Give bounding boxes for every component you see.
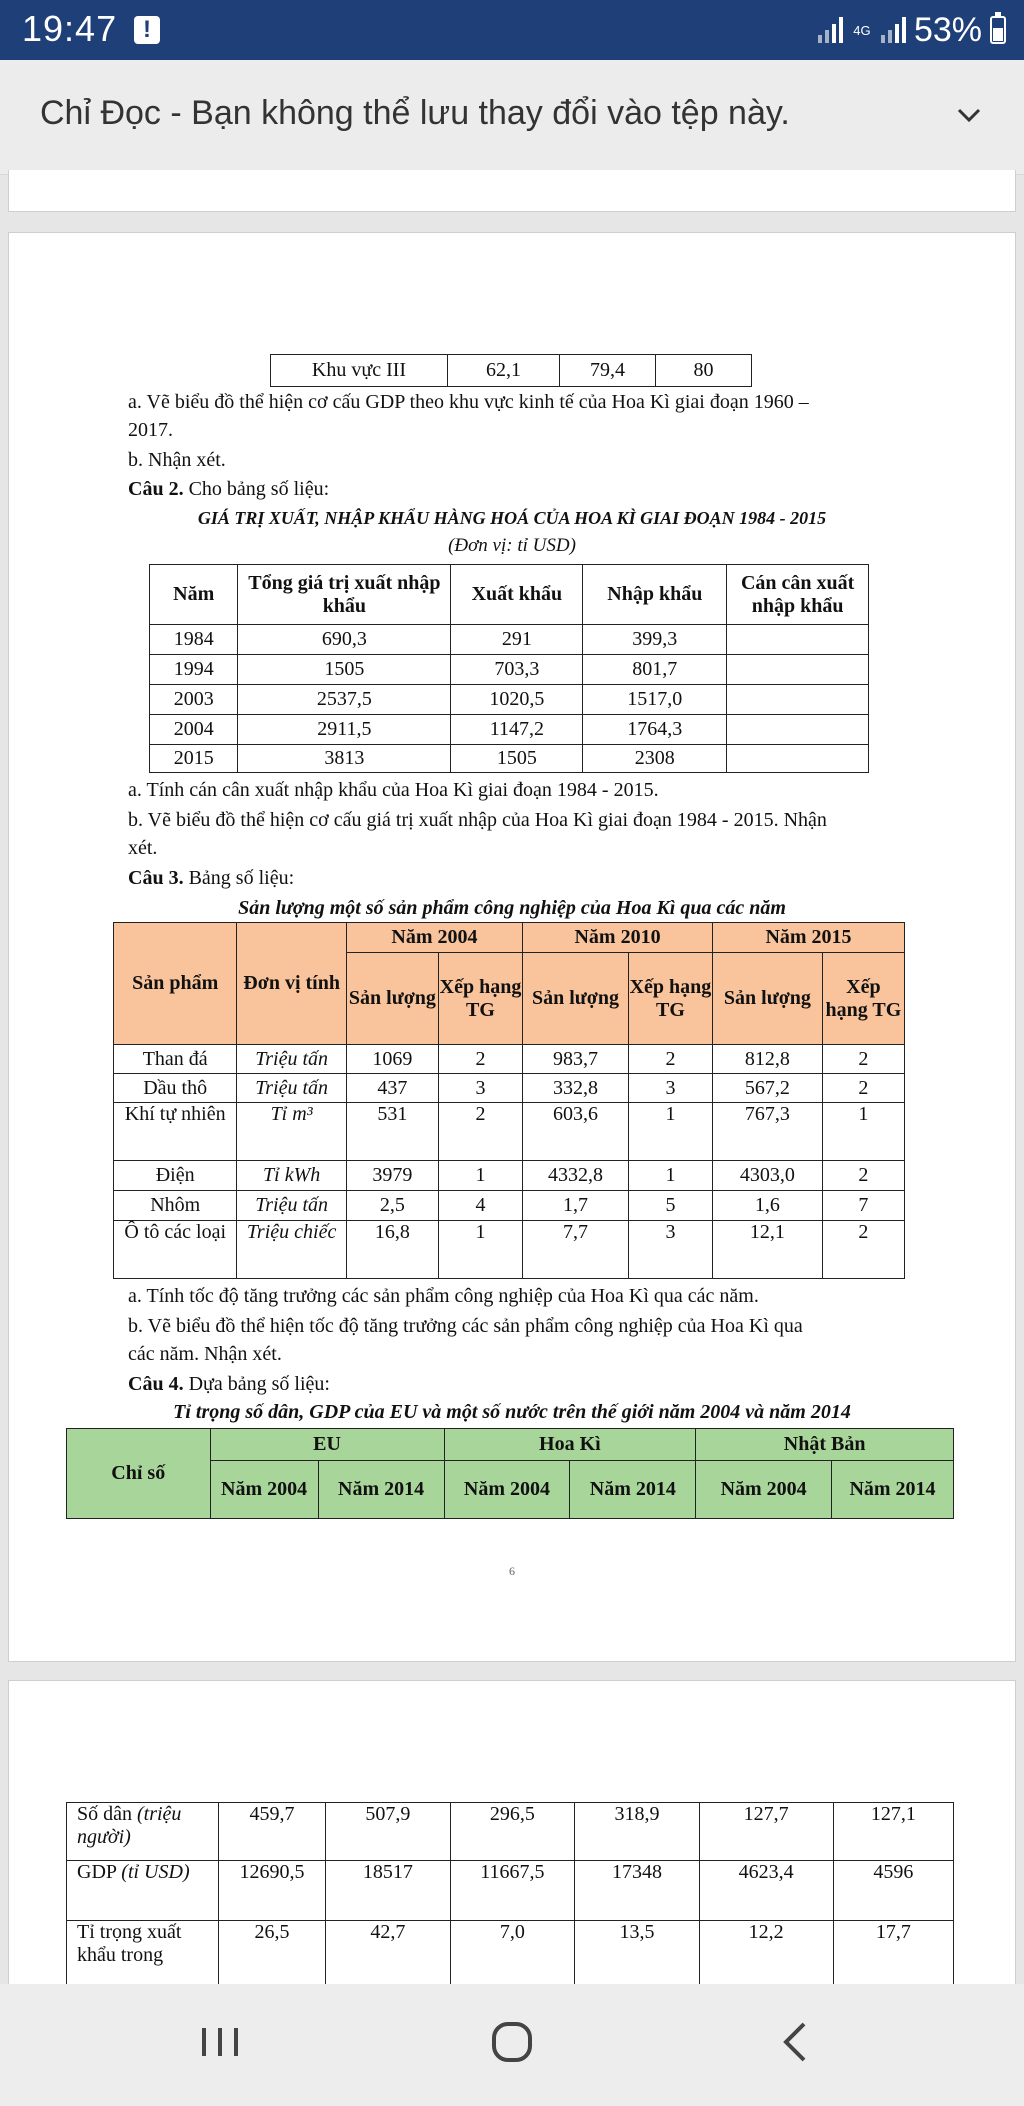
recent-apps-icon[interactable] bbox=[190, 2012, 250, 2072]
table-row: 2015 3813 1505 2308 bbox=[150, 745, 869, 773]
table-row: Tỉ trọng xuất khẩu trong 26,5 42,7 7,0 13,5 12,2 17,7 bbox=[67, 1921, 954, 1989]
home-icon[interactable] bbox=[482, 2012, 542, 2072]
q2-heading: Câu 2. Cho bảng số liệu: bbox=[128, 478, 330, 500]
q2-table-unit: (Đơn vị: tỉ USD) bbox=[448, 535, 576, 556]
table-eu-body bbox=[66, 1802, 954, 1989]
battery-icon bbox=[990, 16, 1006, 44]
q1-part-a-line2: 2017. bbox=[128, 419, 173, 441]
q1-part-b: b. Nhận xét. bbox=[128, 449, 226, 471]
read-only-banner[interactable] bbox=[0, 60, 1024, 175]
table-row: Dầu thô Triệu tấn 437 3 332,8 3 567,2 2 bbox=[114, 1074, 905, 1103]
table-row: Số dân (triệu người) 459,7 507,9 296,5 318,9 127,7 127,1 bbox=[67, 1803, 954, 1861]
table-trade-1984-2015: Năm Tổng giá trị xuất nhập khẩu Xuất khẩu Nhập khẩu Cán cân xuất nhập khẩu 1984 690,3 291 399,3 1994 1505 703,3 801,7 2003 2537,5 1020,5 1517,0 2004 2911,5 1147,2 1764,3 2015 3813 1505 2308 bbox=[149, 564, 869, 773]
navigation-bar bbox=[0, 1984, 1024, 2106]
q3-heading: Câu 3. Bảng số liệu: bbox=[128, 867, 295, 889]
q3-part-b-line1: b. Vẽ biểu đồ thể hiện tốc độ tăng trưởng các sản phẩm công nghiệp của Hoa Kì qua bbox=[128, 1315, 803, 1337]
table-eu-header: Chỉ số EU Hoa Kì Nhật Bản Năm 2004 Năm 2014 Năm 2004 Năm 2014 Năm 2004 Năm 2014 bbox=[66, 1428, 954, 1519]
table-row: 2003 2537,5 1020,5 1517,0 bbox=[150, 685, 869, 715]
status-time: 19:47 bbox=[22, 8, 118, 49]
table-row: Khí tự nhiên Tỉ m³ 531 2 603,6 1 767,3 1 bbox=[114, 1103, 905, 1161]
network-type: 4G bbox=[853, 22, 871, 38]
status-bar bbox=[0, 0, 1024, 60]
back-icon[interactable] bbox=[766, 2012, 826, 2072]
q2-part-b-line1: b. Vẽ biểu đồ thể hiện cơ cấu giá trị xuất nhập của Hoa Kì giai đoạn 1984 - 2015. Nhận bbox=[128, 809, 827, 831]
wifi-signal-icon bbox=[818, 17, 843, 43]
table-row: Điện Tỉ kWh 3979 1 4332,8 1 4303,0 2 bbox=[114, 1161, 905, 1191]
cell-signal-icon bbox=[881, 17, 906, 43]
table-row: GDP (tỉ USD) 12690,5 18517 11667,5 17348 4623,4 4596 bbox=[67, 1861, 954, 1921]
table-row: 2004 2911,5 1147,2 1764,3 bbox=[150, 715, 869, 745]
table-row: Nhôm Triệu tấn 2,5 4 1,7 5 1,6 7 bbox=[114, 1191, 905, 1221]
q2-part-a: a. Tính cán cân xuất nhập khẩu của Hoa Kì giai đoạn 1984 - 2015. bbox=[128, 779, 659, 801]
q2-table-title: GIÁ TRỊ XUẤT, NHẬP KHẨU HÀNG HOÁ CỦA HOA KÌ GIAI ĐOẠN 1984 - 2015 bbox=[197, 508, 827, 528]
q3-part-a: a. Tính tốc độ tăng trưởng các sản phẩm công nghiệp của Hoa Kì qua các năm. bbox=[128, 1285, 759, 1307]
alert-icon: ! bbox=[134, 16, 160, 44]
table-row: Than đá Triệu tấn 1069 2 983,7 2 812,8 2 bbox=[114, 1045, 905, 1074]
table-industrial-output: Sản phẩm Đơn vị tính Năm 2004 Năm 2010 Năm 2015 Sản lượng Xếp hạng TG Sản lượng Xếp hạng TG Sản lượng Xếp hạng TG Than đá Triệu tấn 1069 2 983,7 2 812,8 2 Dầu thô Triệu tấn 437 3 332,8 3 567,2 2 Khí tự nhiên Tỉ m³ 531 2 603,6 1 767,3 1 Điện Tỉ kWh 3979 1 4332,8 1 4303,0 2 Nhôm Triệu tấn 2,5 4 1,7 5 1,6 7 Ô tô các loại Triệu chiếc 16,8 1 7,7 3 12,1 2 bbox=[113, 922, 905, 1279]
q3-table-title: Sản lượng một số sản phẩm công nghiệp của Hoa Kì qua các năm bbox=[238, 897, 786, 919]
q3-part-b-line2: các năm. Nhận xét. bbox=[128, 1343, 282, 1365]
q4-table-title: Tỉ trọng số dân, GDP của EU và một số nước trên thế giới năm 2004 và năm 2014 bbox=[173, 1401, 851, 1423]
battery-percent: 53% bbox=[913, 10, 982, 49]
q4-heading: Câu 4. Dựa bảng số liệu: bbox=[128, 1373, 330, 1395]
table-row: 1984 690,3 291 399,3 bbox=[150, 625, 869, 655]
read-only-message: Chỉ Đọc - Bạn không thể lưu thay đổi vào tệp này. bbox=[40, 94, 790, 132]
table-row: 1994 1505 703,3 801,7 bbox=[150, 655, 869, 685]
page-number: 6 bbox=[509, 1564, 515, 1578]
table-row: Ô tô các loại Triệu chiếc 16,8 1 7,7 3 12,1 2 bbox=[114, 1221, 905, 1279]
q1-part-a-line1: a. Vẽ biểu đồ thể hiện cơ cấu GDP theo khu vực kinh tế của Hoa Kì giai đoạn 1960 – bbox=[128, 391, 809, 413]
document-page-previous bbox=[8, 170, 1016, 212]
table-region-iii: Khu vực III 62,1 79,4 80 bbox=[270, 354, 752, 387]
q2-part-b-line2: xét. bbox=[128, 837, 158, 859]
chevron-down-icon[interactable] bbox=[954, 100, 984, 130]
